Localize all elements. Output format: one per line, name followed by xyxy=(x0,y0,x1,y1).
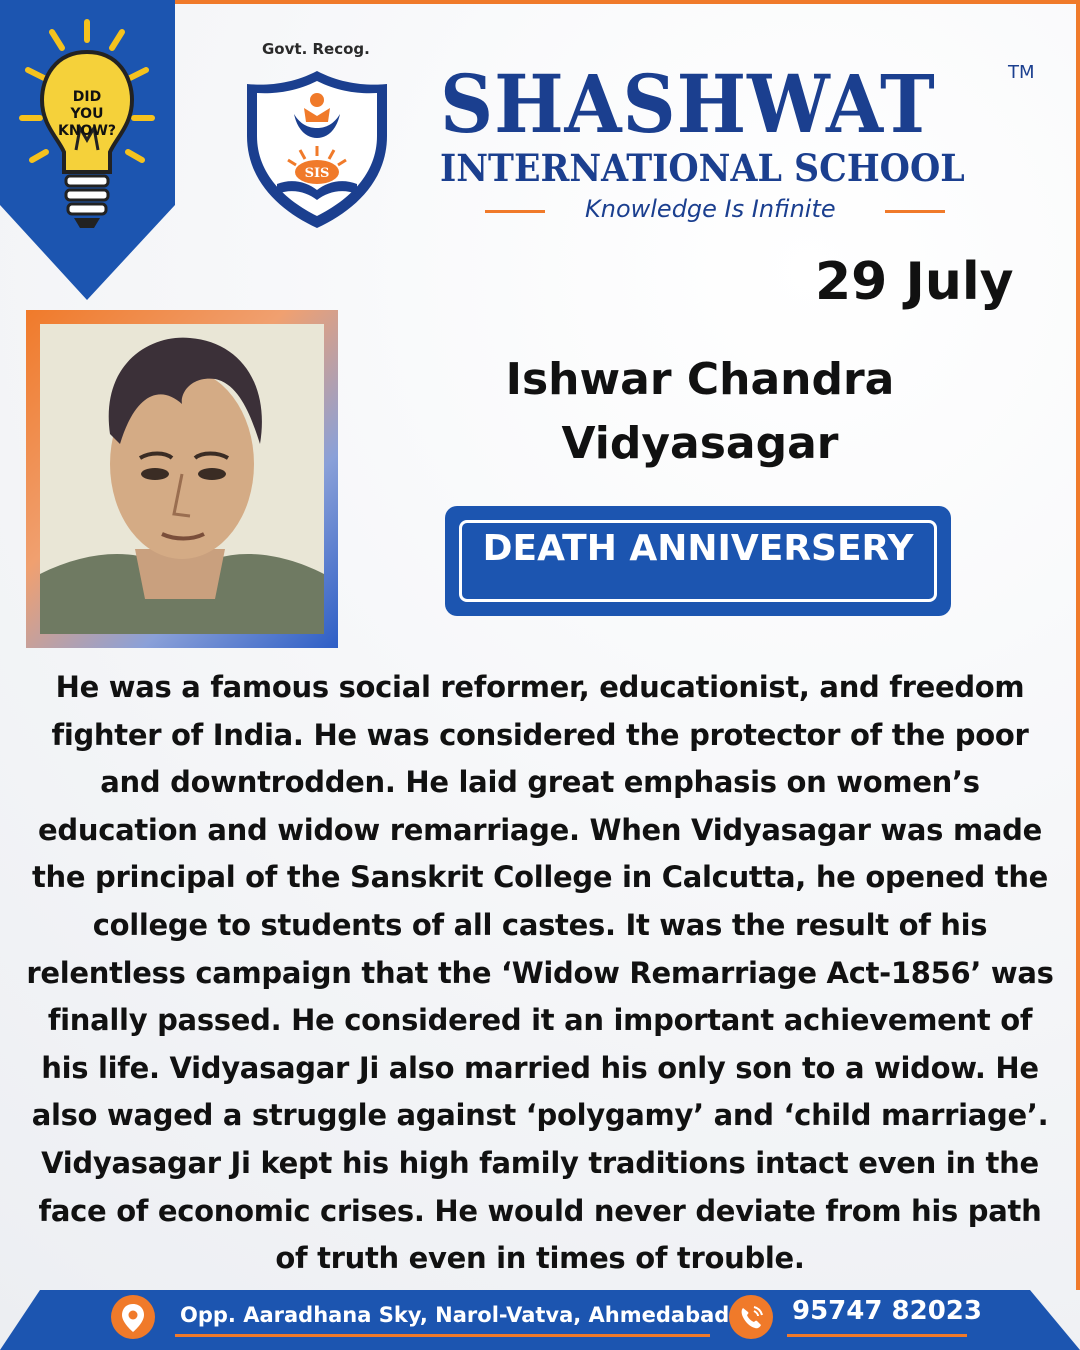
biography-line: fighter of India. He was considered the protector of the poor xyxy=(51,717,1029,752)
orange-frame-right xyxy=(1076,0,1080,1290)
biography-line: also waged a struggle against ‘polygamy’ and ‘child marriage’. xyxy=(31,1098,1049,1133)
biography-line: Vidyasagar Ji kept his high family traditions intact even in the xyxy=(41,1145,1039,1180)
biography-line: of truth even in times of trouble. xyxy=(275,1241,805,1276)
portrait-image xyxy=(40,324,324,634)
orange-frame-top xyxy=(175,0,1080,4)
location-pin-icon xyxy=(110,1294,156,1340)
school-logo-shield xyxy=(242,66,392,231)
biography-line: college to students of all castes. It was the result of his xyxy=(92,907,988,942)
biography-line: and downtrodden. He laid great emphasis on women’s xyxy=(100,765,980,800)
school-subtitle: INTERNATIONAL SCHOOL xyxy=(440,146,965,190)
logo-monogram: SIS xyxy=(304,166,330,181)
address-underline xyxy=(175,1334,710,1337)
biography-line: his life. Vidyasagar Ji also married his only son to a widow. He xyxy=(41,1050,1039,1085)
event-date: 29 July xyxy=(815,252,1014,312)
person-name-line-1: Ishwar Chandra xyxy=(505,354,895,405)
school-tagline: Knowledge Is Infinite xyxy=(585,195,836,223)
biography-line: the principal of the Sanskrit College in Calcutta, he opened the xyxy=(31,860,1049,895)
badge-line-2: YOU xyxy=(70,106,104,122)
trademark-symbol: TM xyxy=(1008,62,1035,83)
logo-figure-icon xyxy=(310,93,324,107)
badge-line-1: DID xyxy=(72,89,102,105)
biography-line: He was a famous social reformer, educationist, and freedom xyxy=(55,670,1025,704)
footer-address: Opp. Aaradhana Sky, Narol-Vatva, Ahmedabad xyxy=(180,1303,730,1327)
biography-line: education and widow remarriage. When Vidyasagar was made xyxy=(38,812,1042,847)
biography-text xyxy=(6,664,1074,1283)
phone-icon xyxy=(728,1294,774,1340)
portrait-illustration xyxy=(40,324,324,634)
person-name-line-2: Vidyasagar xyxy=(561,418,839,469)
footer-phone: 95747 82023 xyxy=(792,1296,982,1326)
badge-line-3: KNOW? xyxy=(57,123,117,139)
biography-line: finally passed. He considered it an important achievement of xyxy=(47,1003,1033,1038)
anniversary-badge xyxy=(445,506,951,616)
tagline-row xyxy=(485,195,965,227)
tagline-divider-left xyxy=(485,210,545,213)
anniversary-label: DEATH ANNIVERSERY xyxy=(482,528,914,569)
school-name: SHASHWAT xyxy=(440,57,936,151)
did-you-know-badge xyxy=(0,0,175,300)
govt-recognition-text: Govt. Recog. xyxy=(262,40,370,58)
biography-line: relentless campaign that the ‘Widow Remarriage Act-1856’ was xyxy=(26,955,1054,990)
biography-line: face of economic crises. He would never deviate from his path xyxy=(38,1193,1042,1228)
tagline-divider-right xyxy=(885,210,945,213)
school-brand xyxy=(440,57,1040,190)
person-name xyxy=(430,348,970,476)
portrait-frame xyxy=(26,310,338,648)
phone-underline xyxy=(787,1334,967,1337)
